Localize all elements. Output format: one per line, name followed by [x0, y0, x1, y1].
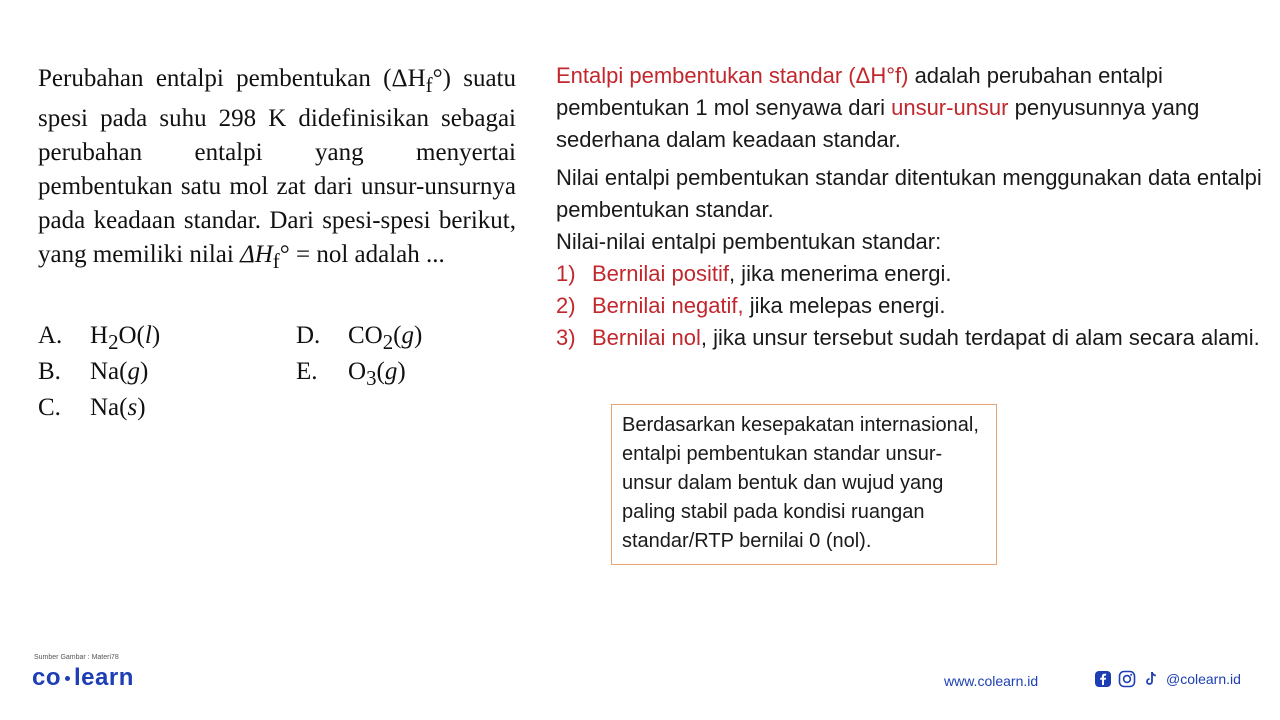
list-number: 3) [556, 325, 576, 350]
option-text: ) [139, 358, 149, 385]
option-letter: D. [296, 322, 321, 349]
subscript: f [272, 249, 280, 273]
option-text: ) [413, 322, 423, 349]
list-item [556, 322, 1268, 354]
instagram-icon[interactable] [1118, 670, 1136, 688]
explanation-paragraph: Nilai-nilai entalpi pembentukan standar: [556, 229, 942, 254]
option-text: g [401, 322, 414, 349]
highlight-term: Bernilai negatif, [592, 293, 744, 318]
logo-text: learn [74, 664, 134, 691]
option-text: CO [348, 322, 383, 349]
highlight-term: unsur-unsur [891, 95, 1009, 120]
option-letter: A. [38, 322, 63, 349]
tiktok-icon[interactable] [1142, 670, 1160, 688]
subscript: 2 [108, 330, 119, 354]
list-number: 1) [556, 261, 576, 286]
explanation-text: , jika unsur tersebut sudah terdapat di alam secara alami. [700, 325, 1260, 350]
option-c[interactable] [38, 390, 146, 426]
facebook-icon[interactable] [1094, 670, 1112, 688]
list-number: 2) [556, 293, 576, 318]
explanation-block [556, 60, 1268, 354]
option-text: ( [393, 322, 402, 349]
question-text-part: Perubahan entalpi pembentukan (ΔH [38, 65, 426, 92]
highlight-term: Bernilai positif [592, 261, 729, 286]
image-source-caption: Sumber Gambar : Materi78 [34, 654, 119, 661]
question-text-part: ° = nol adalah ... [279, 241, 445, 268]
option-letter: B. [38, 358, 61, 385]
highlight-term: Bernilai nol [592, 325, 701, 350]
colearn-logo [32, 664, 134, 692]
value-list [556, 258, 1268, 354]
logo-dot [65, 676, 70, 681]
option-text: g [127, 358, 140, 385]
social-links [1094, 670, 1241, 688]
explanation-paragraph: Nilai entalpi pembentukan standar ditentukan menggunakan data entalpi pembentukan standar. [556, 165, 1262, 222]
explanation-text: penyusunnya yang sederhana dalam keadaan standar. [556, 95, 1200, 152]
explanation-text: jika melepas energi. [743, 293, 946, 318]
option-text: s [127, 394, 138, 421]
option-text: H [90, 322, 109, 349]
list-item [556, 290, 1268, 322]
option-text: Na( [90, 358, 128, 385]
question-text-part: ΔH [240, 241, 273, 268]
social-handle[interactable]: @colearn.id [1166, 671, 1241, 687]
website-link[interactable]: www.colearn.id [944, 673, 1039, 689]
option-text: ) [137, 394, 146, 421]
option-text: g [384, 358, 398, 385]
option-letter: E. [296, 358, 318, 385]
option-b[interactable] [38, 354, 148, 390]
option-text: l [144, 322, 152, 349]
option-text: ) [151, 322, 161, 349]
option-text: Na( [90, 394, 128, 421]
question-text-part: °) [432, 65, 451, 92]
definition-paragraph [556, 60, 1268, 156]
option-letter: C. [38, 394, 61, 421]
question-text-block [38, 62, 516, 278]
subscript: 3 [366, 366, 377, 390]
explanation-text: , jika menerima energi. [728, 261, 952, 286]
question-paragraph [38, 62, 516, 278]
option-text: O [348, 358, 367, 385]
note-box: Berdasarkan kesepakatan internasional, entalpi pembentukan standar unsur-unsur dalam bentuk dan wujud yang paling stabil pada kondisi ruangan standar/RTP bernilai 0 (nol). [611, 404, 997, 565]
option-e[interactable] [296, 354, 406, 396]
list-item [556, 258, 1268, 290]
subscript: 2 [382, 330, 394, 354]
highlight-term: Entalpi pembentukan standar (ΔH°f) [556, 63, 909, 88]
explanation-text: adalah perubahan entalpi pembentukan 1 mol senyawa dari [556, 63, 1163, 120]
option-text: O( [118, 322, 145, 349]
option-text: ( [376, 358, 385, 385]
subscript: f [425, 73, 433, 97]
option-text: ) [397, 358, 406, 385]
question-text-part: suatu spesi pada suhu 298 K didefinisikan sebagai perubahan entalpi yang menyertai pembentukan satu mol zat dari unsur-unsurnya pada keadaan standar. Dari spesi-spesi berikut, yang memiliki nilai [38, 65, 516, 268]
logo-text: co [32, 664, 62, 691]
